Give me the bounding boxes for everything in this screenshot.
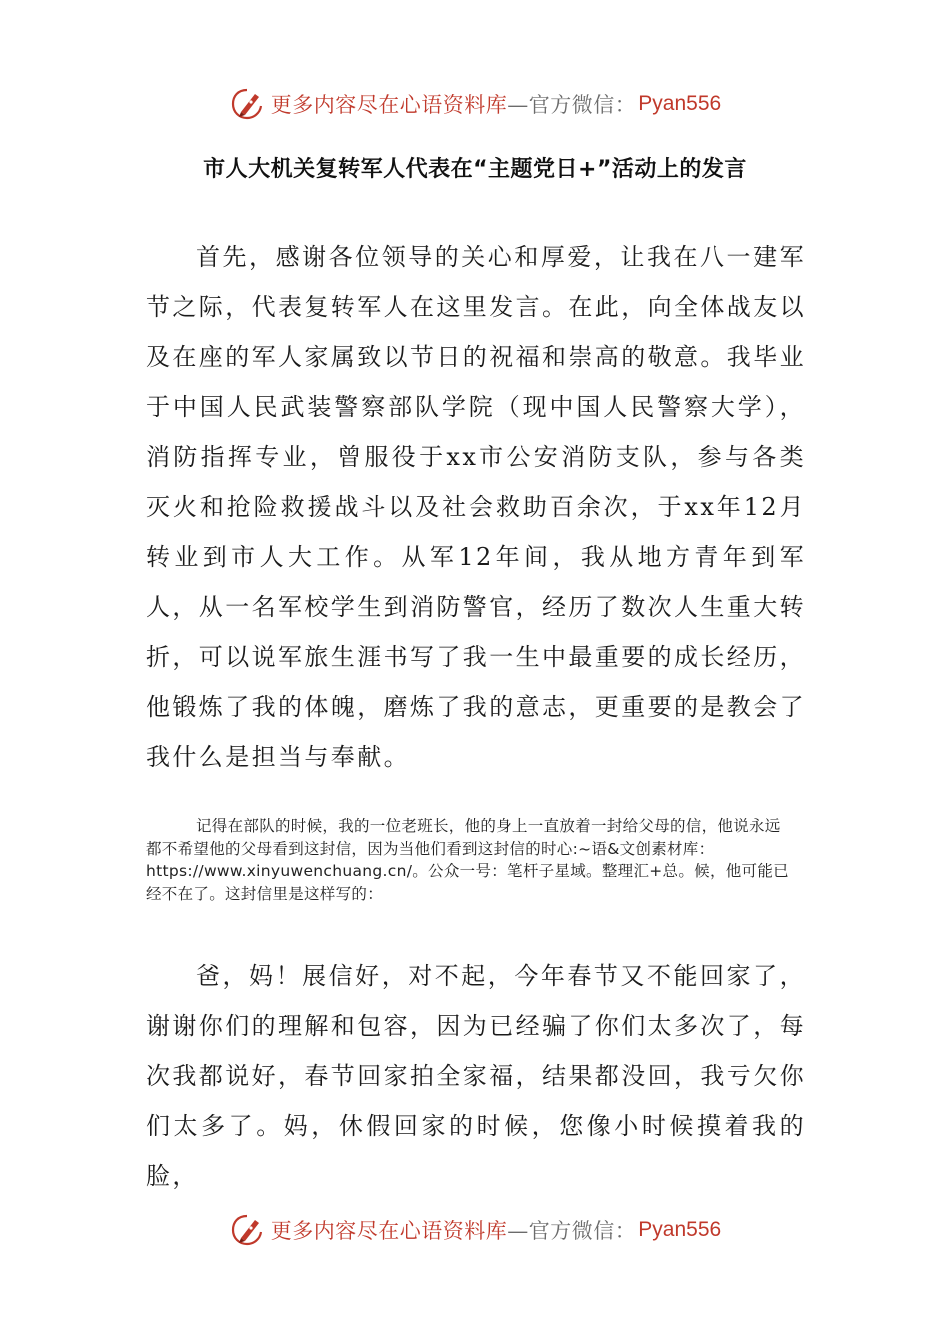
pen-nib-logo-icon [229,1212,265,1248]
banner-official-text: —官方微信： [507,1219,637,1243]
banner-site-text: 更多内容尽在心语资料库 [270,93,508,117]
pen-nib-logo-icon [229,86,265,122]
banner-official-text: —官方微信： [507,93,637,117]
footer-banner [0,1208,950,1252]
document-title: 市人大机关复转军人代表在“主题党日+”活动上的发言 [203,157,747,182]
paragraph-1: 首先，感谢各位领导的关心和厚爱，让我在八一建军节之际，代表复转军人在这里发言。在此，向全体战友以及在座的军人家属致以节日的祝福和崇高的敬意。我毕业于中国人民武装警察部队学院（现中国人民警察大学），消防指挥专业，曾服役于xx市公安消防支队，参与各类灭火和抢险救援战斗以及社会救助百余次，于xx年12月转业到市人大工作。从军12年间，我从地方青年到军人，从一名军校学生到消防警官，经历了数次人生重大转折，可以说军旅生涯书写了我一生中最重要的成长经历，他锻炼了我的体魄，磨炼了我的意志，更重要的是教会了我什么是担当与奉献。 [146,243,806,771]
paragraph-2: 记得在部队的时候，我的一位老班长，他的身上一直放着一封给父母的信，他说永远都不希望他的父母看到这封信，因为当他们看到这封信的时心:~语&文创素材库：https://www.xinyuwenchuang.cn/。公众一号：笔杆子星域。整理汇+总。候，他可能已经不在了。这封信里是这样写的： [146,817,789,903]
banner-wechat-id: Pyan556 [638,1218,722,1241]
header-banner [0,82,950,126]
banner-wechat-id: Pyan556 [638,92,722,115]
paragraph-3: 爸，妈！展信好，对不起，今年春节又不能回家了，谢谢你们的理解和包容，因为已经骗了你们太多次了，每次我都说好，春节回家拍全家福，结果都没回，我亏欠你们太多了。妈，休假回家的时候，您像小时候摸着我的脸， [146,962,806,1190]
banner-site-text: 更多内容尽在心语资料库 [270,1219,508,1243]
